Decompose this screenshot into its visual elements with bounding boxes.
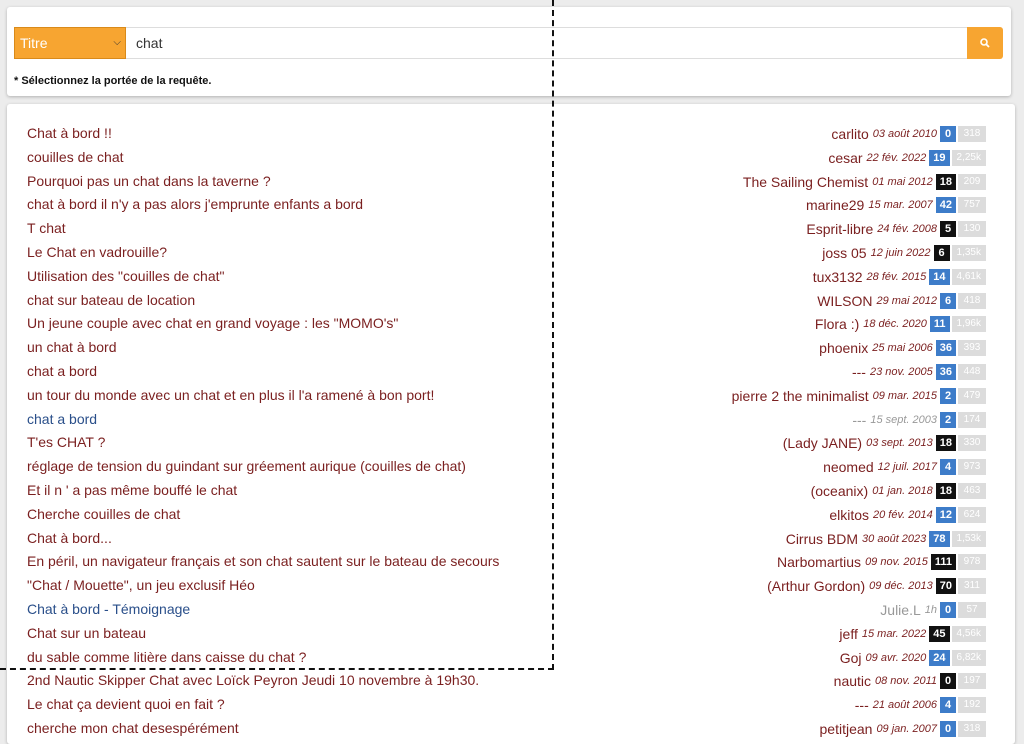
topic-meta <box>743 173 986 191</box>
reply-count-badge: 0 <box>940 126 956 142</box>
scope-hint: * Sélectionnez la portée de la requête. <box>14 75 212 87</box>
topic-meta <box>822 244 986 262</box>
view-count-badge: 192 <box>958 697 986 713</box>
table-row <box>7 408 1015 432</box>
topic-meta <box>823 458 986 476</box>
reply-count-badge: 24 <box>929 650 949 666</box>
topic-title-link[interactable]: Le chat ça devient quoi en fait ? <box>27 696 225 713</box>
topic-author[interactable]: cesar <box>828 149 863 166</box>
topic-title-link[interactable]: T chat <box>27 220 66 237</box>
topic-date: 12 juin 2022 <box>870 247 931 259</box>
reply-count-badge: 4 <box>940 697 956 713</box>
view-count-badge: 130 <box>958 221 986 237</box>
reply-count-badge: 42 <box>936 197 956 213</box>
topic-author[interactable]: Narbomartius <box>777 554 862 571</box>
topic-date: 01 jan. 2018 <box>872 485 933 497</box>
topic-author[interactable]: WILSON <box>817 292 873 309</box>
topic-author[interactable]: Julie.L <box>880 602 921 618</box>
table-row <box>7 455 1015 479</box>
topic-date: 18 déc. 2020 <box>863 318 927 331</box>
view-count-badge: 4,56k <box>952 626 986 642</box>
topic-author[interactable]: (Arthur Gordon) <box>767 578 866 595</box>
topic-date: 03 sept. 2013 <box>866 437 933 450</box>
view-count-badge: 1,96k <box>952 316 986 332</box>
view-count-badge: 209 <box>958 174 986 190</box>
topic-title-link[interactable]: du sable comme litière dans caisse du chat ? <box>27 648 307 665</box>
reply-count-badge: 18 <box>936 435 956 451</box>
table-row <box>7 384 1015 408</box>
view-count-badge: 4,61k <box>952 269 986 285</box>
topic-date: 30 août 2023 <box>862 532 927 545</box>
reply-count-badge: 2 <box>940 412 956 428</box>
view-count-badge: 463 <box>958 483 986 499</box>
reply-count-badge: 6 <box>940 293 956 309</box>
topic-title-link[interactable]: un tour du monde avec un chat et en plus il l'a ramené à bon port! <box>27 386 435 403</box>
reply-count-badge: 18 <box>936 483 956 499</box>
topic-title-link[interactable]: Utilisation des "couilles de chat" <box>27 267 225 284</box>
topic-author[interactable]: pierre 2 the minimalist <box>731 387 869 404</box>
reply-count-badge: 0 <box>940 721 956 737</box>
table-row <box>7 479 1015 503</box>
topic-date: 15 sept. 2003 <box>870 413 937 426</box>
topic-title-link[interactable]: cherche mon chat desespérément <box>27 720 239 736</box>
topic-meta <box>811 482 986 500</box>
topic-title-link[interactable]: En péril, un navigateur français et son chat sautent sur le bateau de secours <box>27 553 500 570</box>
topic-author[interactable]: The Sailing Chemist <box>742 173 869 190</box>
topic-meta <box>839 625 986 643</box>
topic-date: 24 fév. 2008 <box>877 223 937 236</box>
topic-author[interactable]: joss 05 <box>822 245 867 261</box>
view-count-badge: 174 <box>958 412 986 428</box>
topic-meta <box>852 411 986 429</box>
topic-meta <box>820 720 987 738</box>
table-row <box>7 527 1015 551</box>
view-count-badge: 197 <box>958 673 986 689</box>
topic-author[interactable]: petitjean <box>819 721 873 737</box>
topic-title-link[interactable]: Chat à bord !! <box>27 125 112 141</box>
topic-date: 22 fév. 2022 <box>866 151 927 164</box>
topic-meta <box>828 149 986 167</box>
topic-date: 09 nov. 2015 <box>865 556 928 569</box>
search-scope-select[interactable] <box>14 27 126 59</box>
topic-author[interactable]: Esprit-libre <box>806 221 874 238</box>
reply-count-badge: 111 <box>931 554 956 570</box>
reply-count-badge: 45 <box>929 626 949 642</box>
reply-count-badge: 6 <box>934 245 950 261</box>
search-icon <box>980 38 990 48</box>
topic-meta <box>840 649 986 667</box>
reply-count-badge: 14 <box>929 269 949 285</box>
reply-count-badge: 36 <box>936 364 956 380</box>
reply-count-badge: 0 <box>940 602 956 618</box>
topic-title-link[interactable]: 2nd Nautic Skipper Chat avec Loïck Peyron Jeudi 10 novembre à 19h30. <box>27 672 480 689</box>
results-list <box>7 104 1015 744</box>
table-row <box>7 431 1015 455</box>
view-count-badge: 479 <box>958 388 986 404</box>
topic-author[interactable]: Flora :) <box>814 316 860 333</box>
view-count-badge: 973 <box>958 459 986 475</box>
topic-meta <box>732 387 986 405</box>
topic-meta <box>806 196 986 214</box>
view-count-badge: 418 <box>958 293 986 309</box>
topic-author[interactable]: neomed <box>823 459 874 476</box>
topic-date: 15 mar. 2022 <box>861 627 927 640</box>
reply-count-badge: 11 <box>930 316 950 332</box>
topic-author[interactable]: (Lady JANE) <box>782 435 863 452</box>
topic-title-link[interactable]: Chat à bord... <box>27 529 112 546</box>
topic-author[interactable]: (oceanix) <box>810 483 869 499</box>
topic-meta <box>783 434 986 452</box>
reply-count-badge: 5 <box>940 221 956 237</box>
topic-author[interactable]: marine29 <box>805 197 865 214</box>
topic-date: 09 déc. 2013 <box>869 580 933 593</box>
topic-meta <box>880 601 986 619</box>
topic-author[interactable]: Goj <box>839 649 862 666</box>
reply-count-badge: 4 <box>940 459 956 475</box>
table-row <box>7 550 1015 574</box>
topic-author[interactable]: Cirrus BDM <box>785 530 859 547</box>
view-count-badge: 448 <box>958 364 986 380</box>
topic-meta <box>831 125 986 143</box>
topic-date: 08 nov. 2011 <box>875 675 937 688</box>
topic-date: 1h <box>924 604 937 616</box>
topic-author[interactable]: jeff <box>839 625 858 642</box>
topic-meta <box>786 530 986 548</box>
view-count-badge: 6,82k <box>952 650 986 666</box>
topic-meta <box>819 339 986 357</box>
topic-author[interactable]: tux3132 <box>812 268 863 285</box>
table-row <box>7 693 1015 717</box>
topic-title-link[interactable]: Cherche couilles de chat <box>27 505 181 522</box>
topic-meta <box>813 268 986 286</box>
table-row <box>7 241 1015 265</box>
reply-count-badge: 78 <box>929 531 949 547</box>
topic-date: 20 fév. 2014 <box>873 508 933 521</box>
search-query: chat <box>136 35 163 51</box>
view-count-badge: 1,53k <box>952 531 986 547</box>
topic-date: 09 jan. 2007 <box>876 723 937 735</box>
reply-count-badge: 0 <box>940 673 956 689</box>
topic-meta <box>815 315 986 333</box>
reply-count-badge: 36 <box>936 340 956 356</box>
table-row <box>7 717 1015 741</box>
topic-date: 25 mai 2006 <box>872 342 933 355</box>
topic-title-link[interactable]: Le Chat en vadrouille? <box>27 244 168 260</box>
topic-title-link[interactable]: chat a bord <box>27 410 98 427</box>
topic-meta <box>777 553 986 571</box>
topic-author[interactable]: --- <box>854 697 869 714</box>
topic-title-link[interactable]: "Chat / Mouette", un jeu exclusif Héo <box>27 577 255 594</box>
table-row <box>7 336 1015 360</box>
view-count-badge: 757 <box>958 197 986 213</box>
topic-date: 29 mai 2012 <box>876 294 937 307</box>
topic-title-link[interactable]: Et il n ' a pas même bouffé le chat <box>27 482 238 498</box>
table-row <box>7 622 1015 646</box>
table-row <box>7 646 1015 670</box>
topic-author[interactable]: phoenix <box>819 340 869 357</box>
table-row <box>7 265 1015 289</box>
table-row <box>7 193 1015 217</box>
table-row <box>7 217 1015 241</box>
search-input[interactable] <box>126 27 968 59</box>
view-count-badge: 318 <box>958 721 986 737</box>
topic-meta <box>817 292 986 310</box>
view-count-badge: 624 <box>958 507 986 523</box>
topic-title-link[interactable]: Chat sur un bateau <box>27 624 147 641</box>
reply-count-badge: 70 <box>936 578 956 594</box>
view-count-badge: 1,35k <box>952 245 986 261</box>
table-row <box>7 598 1015 622</box>
view-count-badge: 393 <box>958 340 986 356</box>
table-row <box>7 170 1015 194</box>
topic-date: 01 mai 2012 <box>872 175 933 188</box>
reply-count-badge: 12 <box>936 507 956 523</box>
search-button[interactable] <box>967 27 1003 59</box>
topic-title-link[interactable]: chat a bord <box>27 363 98 379</box>
topic-author[interactable]: nautic <box>833 673 872 690</box>
topic-title-link[interactable]: Chat à bord - Témoignage <box>27 601 191 617</box>
table-row <box>7 312 1015 336</box>
table-row <box>7 122 1015 146</box>
topic-title-link[interactable]: un chat à bord <box>27 339 117 356</box>
table-row <box>7 360 1015 384</box>
table-row <box>7 503 1015 527</box>
topic-date: 23 nov. 2005 <box>869 366 933 378</box>
topic-date: 12 juil. 2017 <box>877 461 937 474</box>
view-count-badge: 978 <box>958 554 986 570</box>
topic-author[interactable]: carlito <box>831 126 869 142</box>
topic-meta <box>855 696 986 714</box>
table-row <box>7 146 1015 170</box>
view-count-badge: 311 <box>958 578 986 594</box>
view-count-badge: 57 <box>958 602 986 618</box>
topic-date: 28 fév. 2015 <box>866 270 927 283</box>
topic-author[interactable]: elkitos <box>829 506 870 523</box>
topic-meta <box>806 220 986 238</box>
topic-meta <box>829 506 986 524</box>
topic-title-link[interactable]: Pourquoi pas un chat dans la taverne ? <box>27 172 271 189</box>
topic-meta <box>767 577 986 595</box>
topic-date: 03 août 2010 <box>872 128 937 140</box>
topic-date: 09 avr. 2020 <box>865 651 927 664</box>
reply-count-badge: 2 <box>940 388 956 404</box>
topic-date: 21 août 2006 <box>872 699 937 712</box>
table-row <box>7 669 1015 693</box>
topic-date: 15 mar. 2007 <box>868 199 933 212</box>
topic-title-link[interactable]: réglage de tension du guindant sur gréement aurique (couilles de chat) <box>27 458 466 475</box>
topic-title-link[interactable]: chat sur bateau de location <box>27 291 196 308</box>
topic-meta <box>852 363 986 381</box>
search-panel <box>7 7 1011 96</box>
view-count-badge: 2,25k <box>952 150 986 166</box>
topic-title-link[interactable]: chat à bord il n'y a pas alors j'emprunte enfants a bord <box>27 196 364 213</box>
reply-count-badge: 19 <box>929 150 949 166</box>
table-row <box>7 289 1015 313</box>
topic-meta <box>834 672 986 690</box>
topic-title-link[interactable]: couilles de chat <box>27 148 124 165</box>
view-count-badge: 318 <box>958 126 986 142</box>
topic-title-link[interactable]: Un jeune couple avec chat en grand voyage : les "MOMO's" <box>27 315 399 332</box>
table-row <box>7 574 1015 598</box>
view-count-badge: 330 <box>958 435 986 451</box>
reply-count-badge: 18 <box>936 174 956 190</box>
topic-date: 09 mar. 2015 <box>872 389 937 402</box>
chevron-down-icon: ⌵ <box>113 37 121 48</box>
topic-author[interactable]: --- <box>852 411 867 428</box>
search-scope-value: Titre <box>20 35 48 51</box>
topic-author[interactable]: --- <box>851 364 866 380</box>
topic-title-link[interactable]: T'es CHAT ? <box>27 434 106 451</box>
